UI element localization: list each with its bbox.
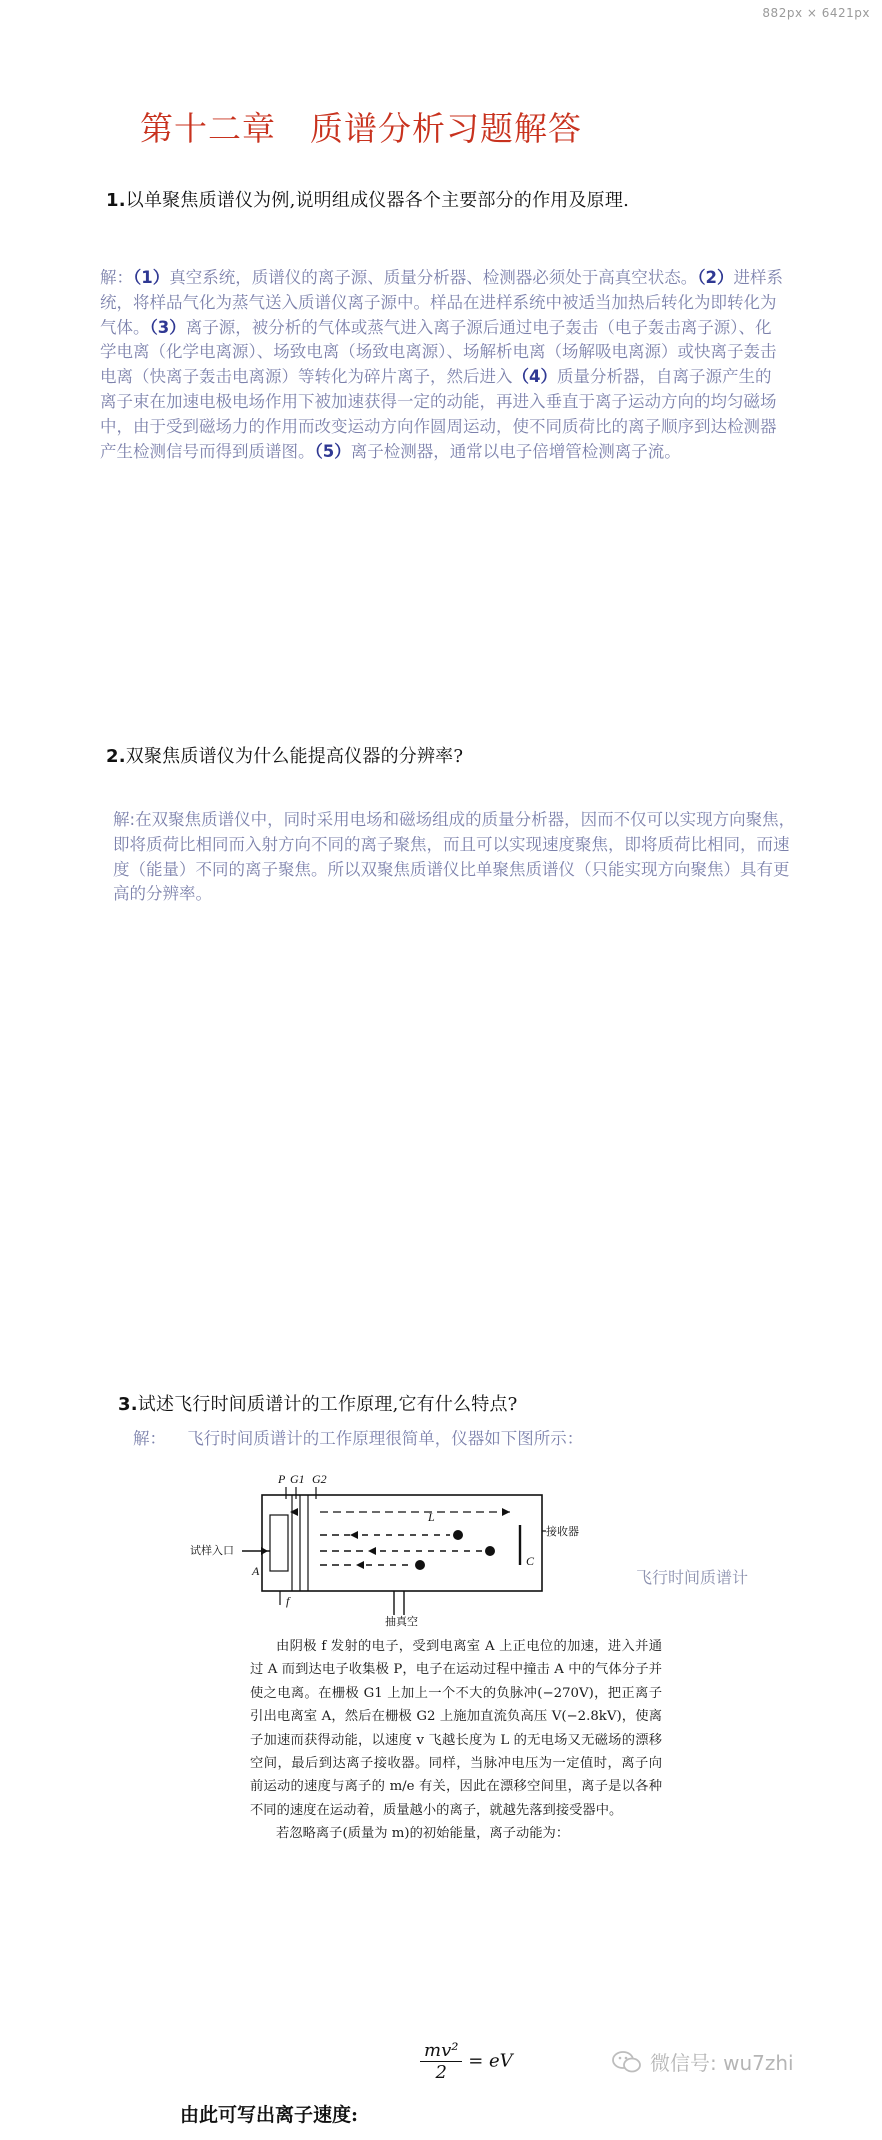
answer-text: 质量分析器，自离子源产生的离子束在加速电极电场作用下被加速获得一定的动能，再进入垂直于离子运动方向的均匀磁场中，由于受到磁场力的作用而改变运动方向作圆周运动，使不同质荷比的离子顺序到达检测器产生检测信号而得到质谱图。: [100, 367, 777, 461]
formula-denominator: 2: [435, 2062, 447, 2083]
scan-line: 若忽略离子(质量为 m)的初始能量，离子动能为：: [276, 1826, 570, 1842]
question-text: 双聚焦质谱仪为什么能提高仪器的分辨率?: [125, 746, 464, 767]
question-2: [106, 742, 463, 768]
label-p: P: [278, 1472, 286, 1486]
chapter-title: 第十二章 质谱分析习题解答: [140, 109, 582, 148]
derivation-heading: 由此可写出离子速度:: [180, 2104, 359, 2126]
answer-3-intro: [133, 1427, 583, 1452]
flight-tube: [262, 1495, 542, 1591]
formula-rhs: = eV: [468, 2050, 513, 2072]
answer-1: [100, 266, 785, 464]
figure-caption: 飞行时间质谱计: [636, 1568, 749, 1587]
page-dimensions: 882px × 6421px: [762, 6, 870, 20]
ion-dot: [485, 1546, 495, 1556]
scan-paragraph: 由阴极 f 发射的电子，受到电离室 A 上正电位的加速，进入并通过 A 而到达电子收集极 P，电子在运动过程中撞击 A 中的气体分子并使之电离。在栅极 G1 上加上一个不大的负脉冲(−270V)，把正离子引出电离室 A，然后在栅极 G2 上施加直流负高压 V(−2.8kV)，使离子加速而获得动能，以速度 v 飞越长度为 L 的无电场又无磁场的漂移空间，最后到达离子接收器。同样，当脉冲电压为一定值时，离子向前运动的速度与离子的 m/e 有关，因此在漂移空间里，离子是以各种不同的速度在运动着，质量越小的离子，就越先落到接受器中。: [250, 1639, 662, 1818]
answer-label: 解:: [113, 810, 136, 829]
question-number: 1.: [106, 190, 126, 211]
question-text: 以单聚焦质谱仪为例,说明组成仪器各个主要部分的作用及原理.: [125, 190, 630, 211]
label-pump: 抽真空: [385, 1616, 418, 1628]
question-text: 试述飞行时间质谱计的工作原理,它有什么特点?: [137, 1394, 518, 1415]
watermark: [612, 2047, 794, 2076]
label-detector: 接收器: [546, 1526, 579, 1538]
answer-label: 解：: [133, 1429, 166, 1448]
answer-text: 进样系统，将样品气化为蒸气送入质谱仪离子源中。样品在进样系统中被适当加热后转化为即转化为气体。: [100, 268, 783, 337]
formula-numerator: mv²: [420, 2040, 462, 2062]
kinetic-energy-formula: [420, 2040, 513, 2083]
label-inlet: 试样入口: [190, 1545, 234, 1557]
label-g2: G2: [312, 1472, 327, 1486]
answer-label: 解：: [100, 268, 133, 287]
answer-text: 真空系统，质谱仪的离子源、质量分析器、检测器必须处于高真空状态。: [169, 268, 698, 287]
item-number: （3）: [149, 317, 186, 337]
label-l: L: [428, 1510, 435, 1524]
watermark-label: 微信号: wu7zhi: [650, 2051, 794, 2075]
item-number: （5）: [314, 441, 351, 461]
label-g1: G1: [290, 1472, 305, 1486]
item-number: （1）: [133, 268, 170, 287]
label-a: A: [252, 1564, 260, 1578]
question-1: [106, 186, 629, 212]
label-f: f: [286, 1594, 290, 1608]
answer-text: 飞行时间质谱计的工作原理很简单，仪器如下图所示：: [187, 1429, 584, 1448]
ion-dot: [453, 1530, 463, 1540]
item-number: （2）: [697, 268, 734, 287]
answer-text: 离子检测器，通常以电子倍增管检测离子流。: [350, 441, 681, 461]
answer-text: 离子源，被分析的气体或蒸气进入离子源后通过电子轰击（电子轰击离子源）、化学电离（化学电离源）、场致电离（场致电离源）、场解析电离（场解吸电离源）或快离子轰击电离（快离子轰击电离源）等转化为碎片离子，然后进入: [100, 317, 777, 387]
wechat-icon: [612, 2050, 642, 2074]
question-number: 2.: [106, 746, 126, 767]
ion-dot: [415, 1560, 425, 1570]
answer-text: 在双聚焦质谱仪中，同时采用电场和磁场组成的质量分析器，因而不仅可以实现方向聚焦，即将质荷比相同而入射方向不同的离子聚焦，而且可以实现速度聚焦，即将质荷比相同，而速度（能量）不同的离子聚焦。所以双聚焦质谱仪比单聚焦质谱仪（只能实现方向聚焦）具有更高的分辨率。: [113, 810, 796, 904]
ion-chamber: [270, 1515, 288, 1571]
scanned-text: [250, 1635, 662, 1846]
question-3: [118, 1390, 518, 1416]
answer-2: [113, 808, 803, 907]
label-c: C: [526, 1554, 535, 1568]
item-number: （4）: [512, 367, 557, 387]
question-number: 3.: [118, 1394, 138, 1415]
